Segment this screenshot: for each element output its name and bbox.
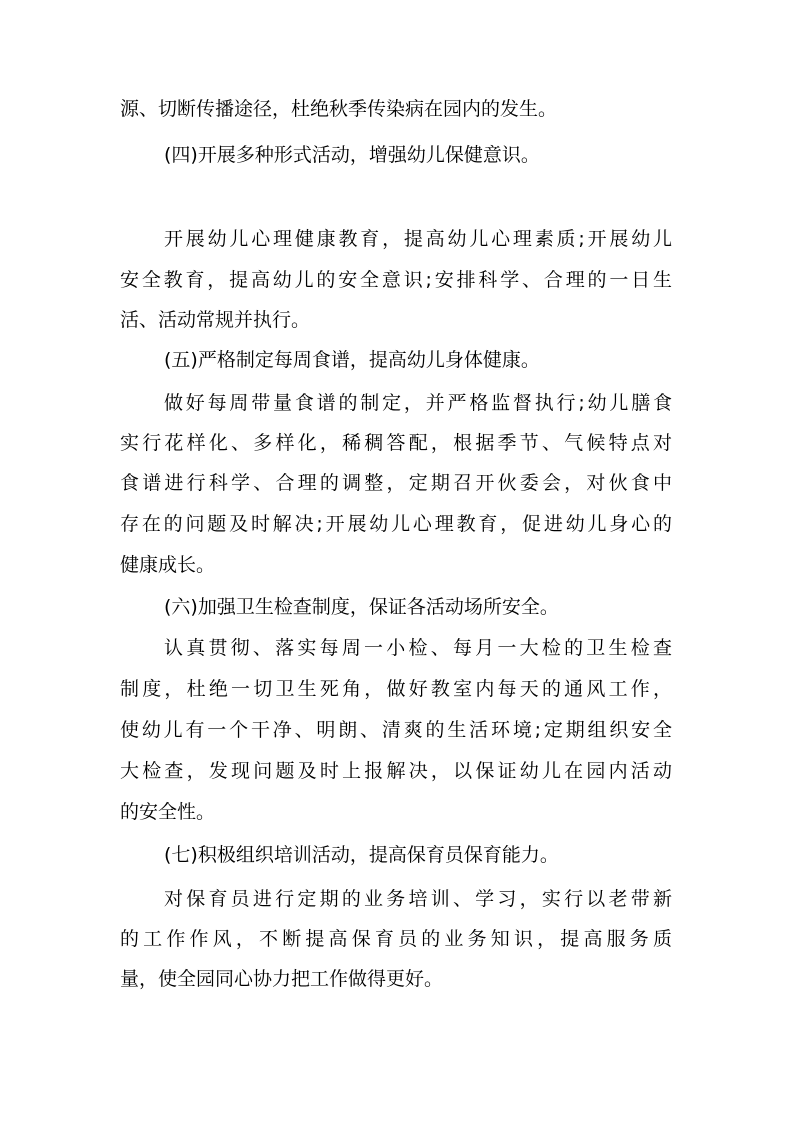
text-line-16: 大检查，发现问题及时上报解决，以保证幼儿在园内活动 <box>120 760 672 782</box>
text-line-20: 的工作作风，不断提高保育员的业务知识，提高服务质 <box>120 928 672 950</box>
text-line-7: 做好每周带量食谱的制定，并严格监督执行;幼儿膳食 <box>164 392 672 414</box>
text-line-14: 制度，杜绝一切卫生死角，做好教室内每天的通风工作， <box>120 678 672 700</box>
section-heading-7: (七)积极组织培训活动，提高保育员保育能力。 <box>164 844 559 866</box>
text-line-5: 活、活动常规并执行。 <box>120 309 311 331</box>
text-line-8: 实行花样化、多样化，稀稠答配，根据季节、气候特点对 <box>120 432 672 454</box>
text-line-21: 量，使全园同心协力把工作做得更好。 <box>120 968 444 990</box>
text-line-3: 开展幼儿心理健康教育，提高幼儿心理素质;开展幼儿 <box>164 228 672 250</box>
text-line-11: 健康成长。 <box>120 554 216 576</box>
text-line-4: 安全教育，提高幼儿的安全意识;安排科学、合理的一日生 <box>120 269 672 291</box>
text-line-9: 食谱进行科学、合理的调整，定期召开伙委会，对伙食中 <box>120 472 672 494</box>
text-line-15: 使幼儿有一个干净、明朗、清爽的生活环境;定期组织安全 <box>120 719 672 741</box>
section-heading-4: (四)开展多种形式活动，增强幼儿保健意识。 <box>164 144 540 166</box>
text-line-1: 源、切断传播途径，杜绝秋季传染病在园内的发生。 <box>120 98 558 120</box>
text-line-13: 认真贯彻、落实每周一小检、每月一大检的卫生检查 <box>164 637 672 659</box>
text-line-17: 的安全性。 <box>120 801 216 823</box>
text-line-10: 存在的问题及时解决;开展幼儿心理教育，促进幼儿身心的 <box>120 513 672 535</box>
text-line-19: 对保育员进行定期的业务培训、学习，实行以老带新 <box>164 888 672 910</box>
section-heading-6: (六)加强卫生检查制度，保证各活动场所安全。 <box>164 596 559 618</box>
section-heading-5: (五)严格制定每周食谱，提高幼儿身体健康。 <box>164 349 540 371</box>
